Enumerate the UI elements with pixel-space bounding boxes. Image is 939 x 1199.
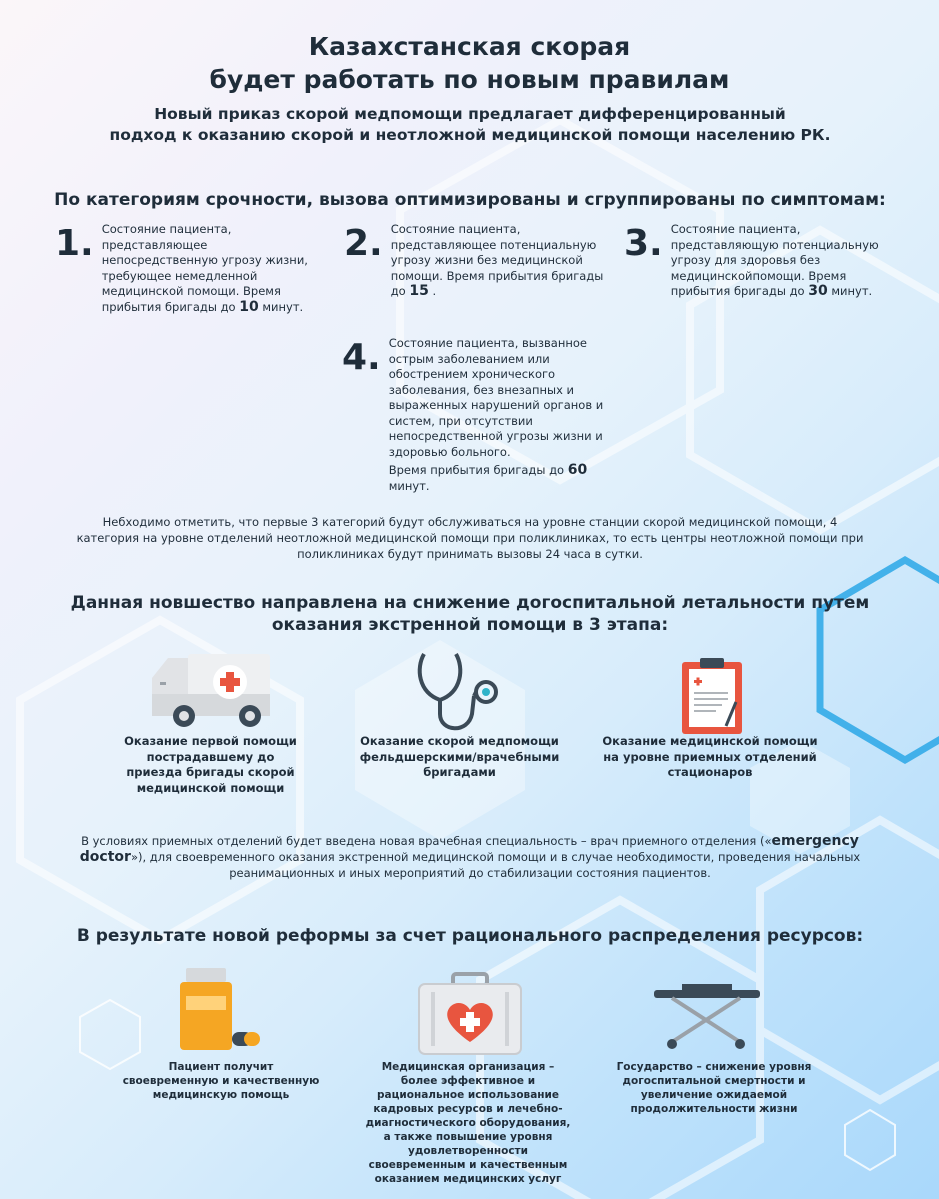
category-number: 1.	[55, 223, 94, 264]
category-text	[389, 336, 629, 494]
category-time-unit: минут.	[831, 284, 873, 298]
first-aid-case-icon	[417, 972, 523, 1056]
category-text	[671, 222, 886, 300]
category-1	[55, 222, 315, 315]
emergency-term: emergency doctor	[79, 833, 859, 865]
service-levels-note: Небходимо отметить, что первые 3 категорий будут обслуживаться на уровне станции скорой медицинской помощи, 4 категория на уровне отделений неотложной медицинской помощи при поликлиниках, то есть центры неотложной помощи при поликлиниках будут принимать вызовы 24 часа в сутки.	[76, 515, 864, 561]
page-title	[0, 30, 939, 96]
category-number: 2.	[344, 223, 383, 264]
results-heading: В результате новой реформы за счет рационального распределения ресурсов:	[76, 926, 864, 946]
category-time-unit: минут.	[388, 478, 430, 493]
category-time-value: 60	[567, 462, 588, 478]
category-number: 3.	[624, 223, 663, 264]
result-caption-1: Пациент получит своевременную и качественную медицинскую помощь	[122, 1061, 320, 1101]
title-line-1: Казахстанская скорая	[308, 32, 631, 61]
category-time-unit: минут.	[262, 299, 304, 314]
category-time-unit: .	[432, 284, 437, 298]
emergency-text-before: В условиях приемных отделений будет введена новая врачебная специальность – врач приемного отделения («	[81, 834, 772, 848]
result-caption-2: Медицинская организация – более эффективное и рациональное использование кадровых ресурсов и лечебно-диагностического оборудования, а также повышение уровня удовлетворенности своевременным и качественным оказанием медицинских услуг	[365, 1061, 571, 1185]
category-time-value: 15	[409, 283, 429, 299]
category-description: Состояние пациента, представляющую потенциальную угрозу для здоровья без медицинскойпомощи. Время прибытия бригады до	[670, 222, 879, 298]
subtitle-line-1: Новый приказ скорой медпомощи предлагает дифференцированный	[154, 105, 786, 123]
stretcher-icon	[652, 980, 762, 1050]
stages-heading-line-1: Данная новшество направлена на снижение догоспитальной летальности путем	[70, 593, 870, 613]
stethoscope-icon	[412, 648, 507, 738]
emergency-text-after: »), для своевременного оказания экстренной медицинской помощи и в случае необходимости, проведения начальных реанимационных и иных мероприятий до стабилизации состояния пациентов.	[130, 850, 861, 880]
title-line-2: будет работать по новым правилам	[209, 65, 730, 94]
emergency-doctor-note	[50, 833, 890, 881]
category-4	[342, 336, 642, 494]
category-text	[102, 222, 315, 315]
category-description: Состояние пациента, представляющее непосредственную угрозу жизни, требующее немедленной медицинской помощи. Время прибытия бригады до	[101, 222, 308, 314]
category-description: Состояние пациента, вызванное острым заболеванием или обострением хронического заболевания, без внезапных и выраженных нарушений органов и систем, при отсутствии непосредственной угрозы жизни и здоровью больного.	[388, 336, 604, 459]
category-time-value: 30	[808, 283, 828, 299]
categories-heading: По категориям срочности, вызова оптимизированы и сгруппированы по симптомам:	[54, 190, 886, 210]
clipboard-icon	[678, 656, 748, 736]
category-time-label: Время прибытия бригады до	[388, 463, 565, 477]
pill-bottle-icon	[174, 966, 269, 1052]
category-2	[344, 222, 604, 300]
stage-caption-2: Оказание скорой медпомощи фельдшерскими/врачебными бригадами	[359, 734, 560, 779]
stage-caption-3: Оказание медицинской помощи на уровне приемных отделений стационаров	[602, 734, 818, 779]
stage-caption-1: Оказание первой помощи пострадавшему до приезда бригады скорой медицинской помощи	[124, 734, 297, 795]
stages-heading-line-2: оказания экстренной помощи в 3 этапа:	[271, 615, 669, 635]
stages-heading	[20, 592, 920, 636]
category-number: 4.	[342, 337, 381, 378]
ambulance-icon	[150, 650, 275, 732]
category-text	[391, 222, 604, 300]
result-caption-3: Государство – снижение уровня догоспитальной смертности и увеличение ожидаемой продолжительности жизни	[616, 1061, 812, 1115]
category-time-value: 10	[239, 298, 259, 315]
page-subtitle	[90, 104, 850, 146]
category-3	[624, 222, 886, 300]
category-time	[389, 463, 629, 494]
category-description: Состояние пациента, представляющее потенциальную угрозу жизни без медицинской помощи. Время прибытия бригады до	[390, 222, 604, 298]
subtitle-line-2: подход к оказанию скорой и неотложной медицинской помощи населению РК.	[109, 126, 831, 144]
